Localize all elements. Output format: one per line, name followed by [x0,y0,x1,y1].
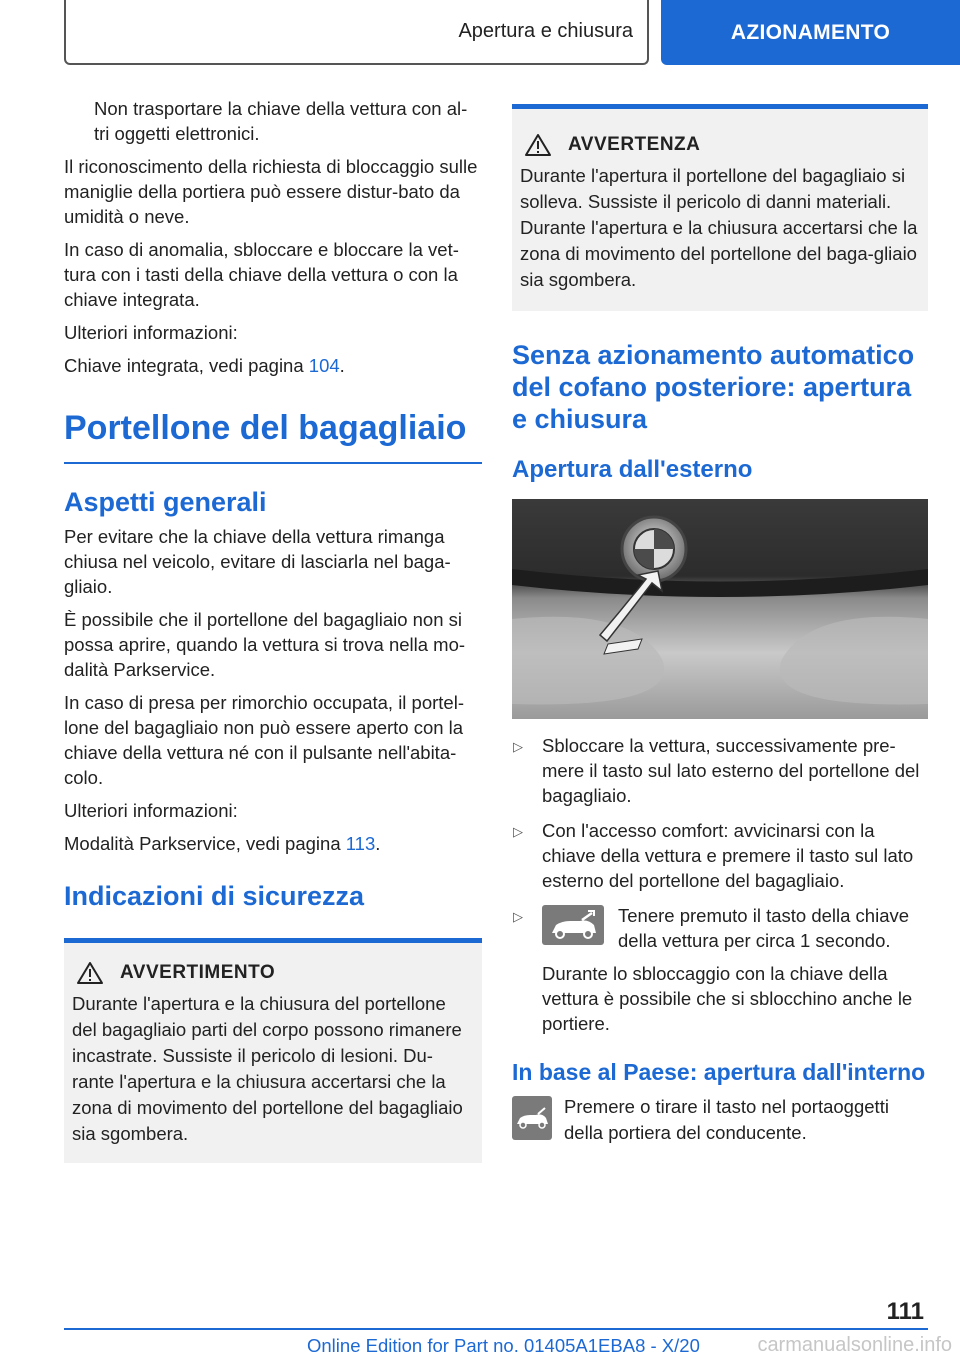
warning-triangle-icon [524,133,552,157]
step-item [512,903,928,1036]
chapter-title-text: AZIONAMENTO [730,20,891,44]
step-text: Con l'accesso comfort: avvicinarsi con la chiave della vettura e premere il tasto sul lato esterno del portellone del bagagliaio. [542,820,914,891]
paragraph-more-info-2: Ulteriori informazioni: [64,800,238,821]
paragraph-key-in-trunk: Per evitare che la chiave della vettura rimanga chiusa nel veicolo, evitare di lasciarla nel baga-gliaio. [64,526,451,597]
warning-header [72,961,474,985]
ref-end-2: . [375,833,381,854]
footer-divider [64,1328,928,1330]
inside-instruction-text: Premere o tirare il tasto nel portaoggetti della portiera del conducente. [564,1096,889,1143]
paragraph-anomaly: In caso di anomalia, sbloccare e bloccare la vet-tura con i tasti della chiave della vettura o con la chiave integrata. [64,239,459,310]
warning-triangle-icon [76,961,104,985]
warning-title: AVVERTIMENTO [120,962,276,983]
list-triangle-icon: ▷ [513,739,523,754]
step-item [512,818,928,893]
step-text: Sbloccare la vettura, successivamente pre-mere il tasto sul lato esterno del portellone del bagagliaio. [542,735,920,806]
paragraph-trailer-hitch: In caso di presa per rimorchio occupata, il portel-lone del bagagliaio non può essere aperto con la chiave della vettura né con il pulsante nell'abita-colo. [64,692,464,788]
car-tailgate-key-icon [542,905,604,945]
section-title-text: Apertura e chiusura [458,20,633,42]
list-triangle-icon: ▷ [513,824,523,839]
heading-no-automatic-tailgate: Senza azionamento automatico del cofano posteriore: apertura e chiusura [512,340,915,434]
ref-text-2: Modalità Parkservice, vedi pagina [64,833,346,854]
warning-text: Durante l'apertura e la chiusura del portellone del bagagliaio parti del corpo possono rimanere incastrate. Sussiste il pericolo di lesioni. Du-rante l'apertura e la chiusura accertarsi che la zona di movimento del portellone del bagagliaio sia sgombera. [72,993,463,1144]
paragraph-more-info: Ulteriori informazioni: [64,322,238,343]
key-instruction-row [542,903,928,953]
ref-end: . [339,355,345,376]
right-column [512,104,928,1146]
ref-text: Chiave integrata, vedi pagina [64,355,309,376]
inside-instruction-row [512,1094,928,1146]
left-column [64,96,482,1163]
step-sub-note: Durante lo sbloccaggio con la chiave della vettura è possibile che si sblocchino anche le portiere. [542,963,913,1034]
watermark: carmanualsonline.info [757,1334,952,1356]
car-tailgate-key-icon [512,1096,552,1140]
heading-tailgate: Portellone del bagagliaio [64,406,482,464]
page-link-104[interactable]: 104 [308,355,340,376]
heading-safety: Indicazioni di sicurezza [64,881,365,911]
heading-general-aspects: Aspetti generali [64,487,267,517]
warning-box [64,938,482,1163]
page-number: 111 [886,1298,924,1325]
paragraph-parkservice: È possibile che il portellone del bagagliaio non si possa aprire, quando la vettura si trova nella mo-dalità Parkservice. [64,609,466,680]
step-text: Tenere premuto il tasto della chiave della vettura per circa 1 secondo. [618,905,910,951]
caution-box [512,104,928,311]
paragraph-parkservice-ref [64,831,482,856]
opening-steps [512,733,928,1036]
header-chapter-tab [661,0,960,65]
heading-open-from-inside: In base al Paese: apertura dall'interno [512,1059,926,1085]
paragraph-electronics: Non trasportare la chiave della vettura con al-tri oggetti elettronici. [94,98,468,144]
paragraph-integrated-key-ref [64,353,482,378]
caution-header [520,133,920,157]
heading-open-from-outside: Apertura dall'esterno [512,456,753,483]
caution-title: AVVERTENZA [568,134,701,155]
step-item [512,733,928,808]
header-section-title [64,0,649,65]
page-link-113[interactable]: 113 [345,833,376,854]
tailgate-button-photo [512,499,928,719]
list-triangle-icon: ▷ [513,909,523,924]
paragraph-humidity: Il riconoscimento della richiesta di bloccaggio sulle maniglie della portiera può essere distur-bato da umidità o neve. [64,156,478,227]
footer-edition: Online Edition for Part no. 01405A1EBA8 - X/20 [307,1335,700,1356]
caution-text: Durante l'apertura il portellone del bagagliaio si solleva. Sussiste il pericolo di danni materiali. Durante l'apertura e la chiusura accertarsi che la zona di movimento del portellone del baga-gliaio sia sgombera. [520,165,918,290]
